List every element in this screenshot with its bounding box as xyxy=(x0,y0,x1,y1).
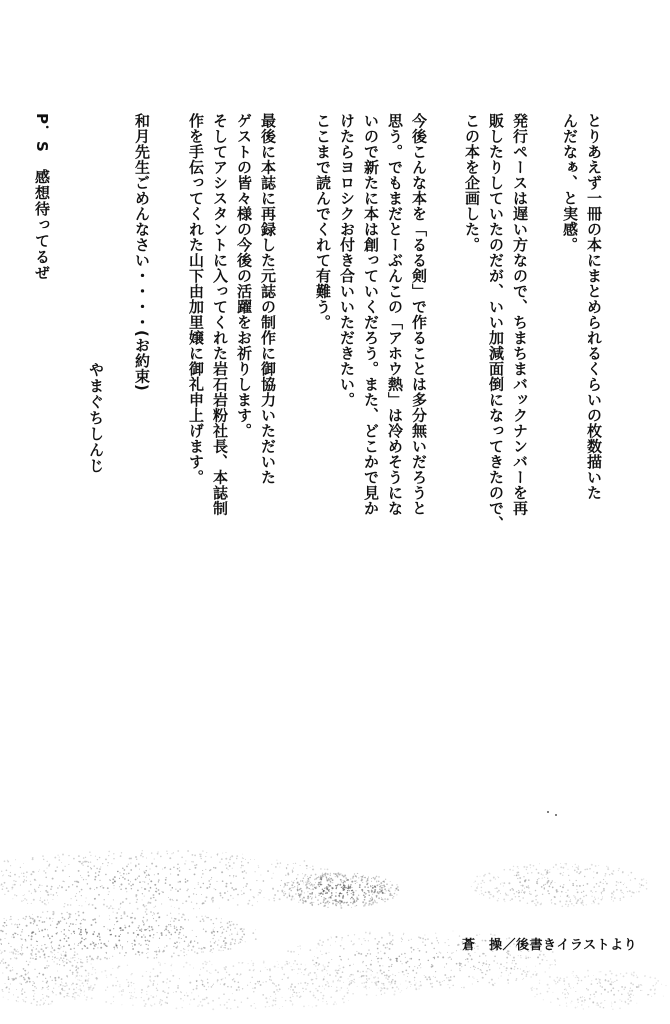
text-column: けたらヨロシクお付き合いいただきたい。 xyxy=(338,113,356,408)
text-column: 発行ペースは遅い方なので、ちまちまバックナンバーを再 xyxy=(511,113,529,516)
author-signature: やまぐちしんじ xyxy=(87,362,105,474)
text-column: 今後こんな本を「るる剣」で作ることは多分無いだろうと xyxy=(410,113,428,516)
text-column: ゲストの皆々様の今後の活躍をお祈りします。 xyxy=(235,113,253,439)
text-column: 販したりしていたのだが、いい加減面倒になってきたので、 xyxy=(487,113,505,532)
illustration-caption: 蒼 操／後書きイラストより xyxy=(462,938,638,953)
text-column: そしてアシスタントに入ってくれた岩石岩粉社長、本誌制 xyxy=(211,113,229,516)
text-column: 作を手伝ってくれた山下由加里嬢に御礼申上げます。 xyxy=(187,113,205,485)
text-column: 和月先生ごめんなさい・・・・(お約束) xyxy=(133,113,151,392)
text-column: 思う。でもまだとーぶんこの「アホウ熱」は冷めそうにな xyxy=(386,113,404,516)
text-column: とりあえず一冊の本にまとめられるくらいの枚数描いた xyxy=(585,113,603,501)
text-column: 最後に本誌に再録した元誌の制作に御協力いただいた xyxy=(259,113,277,485)
text-column: んだなぁ、と実感。 xyxy=(561,113,579,253)
text-column: ここまで読んでくれて有難う。 xyxy=(314,113,332,330)
postscript: P．S 感想待ってるぜ xyxy=(33,113,51,281)
text-column: いので新たに本は創っていくだろう。また、どこかで見か xyxy=(362,113,380,516)
text-column: この本を企画した。 xyxy=(463,113,481,253)
